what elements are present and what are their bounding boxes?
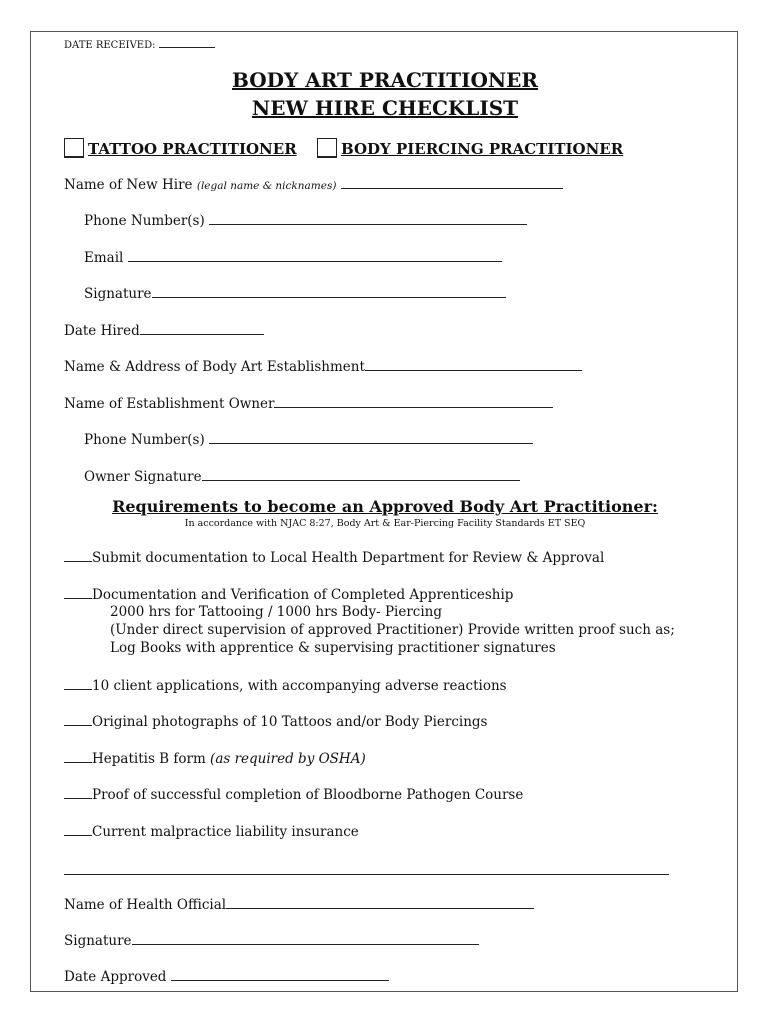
approval-signature-label: Signature: [64, 933, 132, 949]
req-submit-check[interactable]: [64, 549, 92, 562]
req-apprenticeship-label: Documentation and Verification of Completed Apprenticeship: [92, 587, 514, 603]
date-hired-field[interactable]: [140, 322, 264, 335]
approval-signature-row: [64, 932, 479, 949]
owner-phone-row: [84, 431, 533, 448]
date-received-field[interactable]: [159, 38, 215, 48]
form-title-line1: BODY ART PRACTITIONER: [231, 68, 539, 92]
req-client-apps-check[interactable]: [64, 677, 92, 690]
approval-signature-field[interactable]: [132, 932, 479, 945]
req-bloodborne-check[interactable]: [64, 786, 92, 799]
requirements-heading: Requirements to become an Approved Body Art Practitioner:: [112, 497, 658, 516]
health-official-row: [64, 896, 534, 913]
owner-signature-label: Owner Signature: [84, 469, 202, 485]
date-approved-label: Date Approved: [64, 969, 167, 985]
new-hire-name-field[interactable]: [341, 176, 563, 189]
requirements-note: In accordance with NJAC 8:27, Body Art & Ear-Piercing Facility Standards ET SEQ: [184, 518, 586, 529]
req-client-apps-label: 10 client applications, with accompanying adverse reactions: [92, 678, 507, 694]
owner-name-field[interactable]: [274, 395, 553, 408]
piercing-label: BODY PIERCING PRACTITIONER: [341, 140, 624, 158]
req-apprenticeship-check[interactable]: [64, 586, 92, 599]
owner-name-label: Name of Establishment Owner: [64, 396, 275, 412]
email-field[interactable]: [128, 249, 502, 262]
form-page: [30, 31, 738, 992]
health-official-field[interactable]: [226, 896, 534, 909]
date-hired-row: [64, 322, 264, 339]
signature-label: Signature: [84, 286, 152, 302]
req-photos-label: Original photographs of 10 Tattoos and/or Body Piercings: [92, 714, 488, 730]
owner-phone-label: Phone Number(s): [84, 432, 205, 448]
signature-row: [84, 285, 506, 302]
req-submit: [64, 549, 604, 566]
category-piercing[interactable]: [317, 138, 623, 158]
tattoo-label: TATTOO PRACTITIONER: [88, 140, 297, 158]
req-bloodborne: [64, 786, 523, 803]
new-hire-name-note: (legal name & nicknames): [196, 180, 337, 192]
req-hepatitis-note: (as required by OSHA): [210, 751, 366, 767]
phone-field[interactable]: [209, 212, 527, 225]
req-hepatitis-label: Hepatitis B form: [92, 751, 206, 767]
owner-phone-field[interactable]: [209, 431, 533, 444]
req-bloodborne-label: Proof of successful completion of Bloodborne Pathogen Course: [92, 787, 524, 803]
owner-signature-row: [84, 468, 520, 485]
req-malpractice: [64, 823, 359, 840]
req-client-apps: [64, 677, 507, 694]
establishment-field[interactable]: [365, 358, 582, 371]
owner-signature-field[interactable]: [202, 468, 520, 481]
req-apprenticeship: [64, 586, 513, 603]
req-photos: [64, 713, 487, 730]
req-apprenticeship-line2: 2000 hrs for Tattooing / 1000 hrs Body- Piercing: [110, 604, 443, 620]
date-hired-label: Date Hired: [64, 323, 140, 339]
date-received-label: DATE RECEIVED:: [64, 40, 156, 51]
req-malpractice-label: Current malpractice liability insurance: [92, 824, 359, 840]
establishment-row: [64, 358, 582, 375]
date-approved-row: [64, 968, 389, 985]
req-photos-check[interactable]: [64, 713, 92, 726]
new-hire-name-row: [64, 176, 563, 193]
date-approved-field[interactable]: [171, 968, 389, 981]
req-hepatitis-check[interactable]: [64, 750, 92, 763]
signature-field[interactable]: [152, 285, 506, 298]
piercing-checkbox[interactable]: [317, 138, 337, 158]
form-title-line2: NEW HIRE CHECKLIST: [251, 96, 519, 120]
category-tattoo[interactable]: [64, 138, 297, 158]
establishment-label: Name & Address of Body Art Establishment: [64, 359, 365, 375]
email-label: Email: [84, 250, 124, 266]
section-divider: [64, 874, 669, 875]
health-official-label: Name of Health Official: [64, 897, 227, 913]
phone-row: [84, 212, 527, 229]
phone-label: Phone Number(s): [84, 213, 205, 229]
tattoo-checkbox[interactable]: [64, 138, 84, 158]
new-hire-name-label: Name of New Hire: [64, 177, 193, 193]
date-received-row: [64, 38, 215, 51]
owner-name-row: [64, 395, 553, 412]
req-malpractice-check[interactable]: [64, 823, 92, 836]
email-row: [84, 249, 502, 266]
req-hepatitis: [64, 750, 366, 767]
req-submit-label: Submit documentation to Local Health Department for Review & Approval: [92, 550, 605, 566]
req-apprenticeship-line3: (Under direct supervision of approved Practitioner) Provide written proof such as;: [110, 622, 675, 638]
req-apprenticeship-line4: Log Books with apprentice & supervising practitioner signatures: [110, 640, 556, 656]
